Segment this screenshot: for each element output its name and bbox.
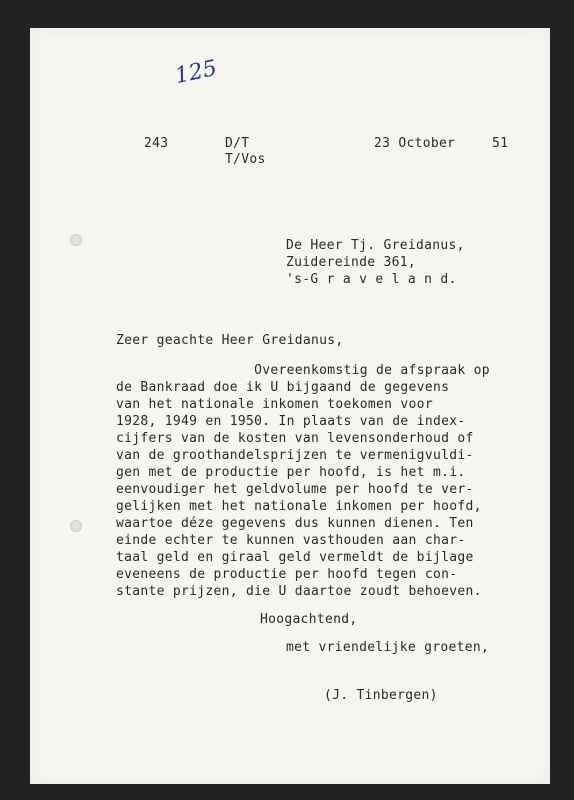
- body-line: einde echter te kunnen vasthouden aan char-: [116, 533, 466, 548]
- body-line: Overeenkomstig de afspraak op: [116, 363, 490, 378]
- reference-code-2: T/Vos: [225, 152, 266, 167]
- punch-hole-bottom: [70, 520, 82, 532]
- body-line: stante prijzen, die U daartoe zoudt behoeven.: [116, 584, 482, 599]
- salutation: Zeer geachte Heer Greidanus,: [116, 333, 344, 348]
- body-line: waartoe déze gegevens dus kunnen dienen. Ten: [116, 516, 474, 531]
- body-line: eveneens de productie per hoofd tegen con-: [116, 567, 458, 582]
- body-line: 1928, 1949 en 1950. In plaats van de index-: [116, 414, 466, 429]
- letter-year: 51: [492, 136, 509, 151]
- address-line-name: De Heer Tj. Greidanus,: [286, 238, 465, 253]
- closing-regards: met vriendelijke groeten,: [286, 640, 490, 655]
- body-line: gen met de productie per hoofd, is het m.i.: [116, 465, 466, 480]
- body-line: cijfers van de kosten van levensonderhoud of: [116, 431, 474, 446]
- signature-name: (J. Tinbergen): [324, 688, 438, 703]
- punch-hole-top: [70, 234, 82, 246]
- body-line: eenvoudiger het geldvolume per hoofd te ver-: [116, 482, 474, 497]
- letter-page: [30, 28, 550, 784]
- body-line: van de groothandelsprijzen te vermenigvuldi-: [116, 448, 474, 463]
- address-line-street: Zuidereinde 361,: [286, 255, 417, 270]
- reference-code-1: D/T: [225, 136, 250, 151]
- closing-greeting: Hoogachtend,: [260, 612, 358, 627]
- body-line: taal geld en giraal geld vermeldt de bijlage: [116, 550, 474, 565]
- body-line: van het nationale inkomen toekomen voor: [116, 397, 433, 412]
- handwritten-page-number: 125: [172, 55, 220, 90]
- reference-number: 243: [144, 136, 169, 151]
- address-line-city: 's-G r a v e l a n d.: [286, 272, 457, 287]
- body-line: gelijken met het nationale inkomen per hoofd,: [116, 499, 482, 514]
- letter-date: 23 October: [374, 136, 456, 151]
- body-line: de Bankraad doe ik U bijgaand de gegevens: [116, 380, 450, 395]
